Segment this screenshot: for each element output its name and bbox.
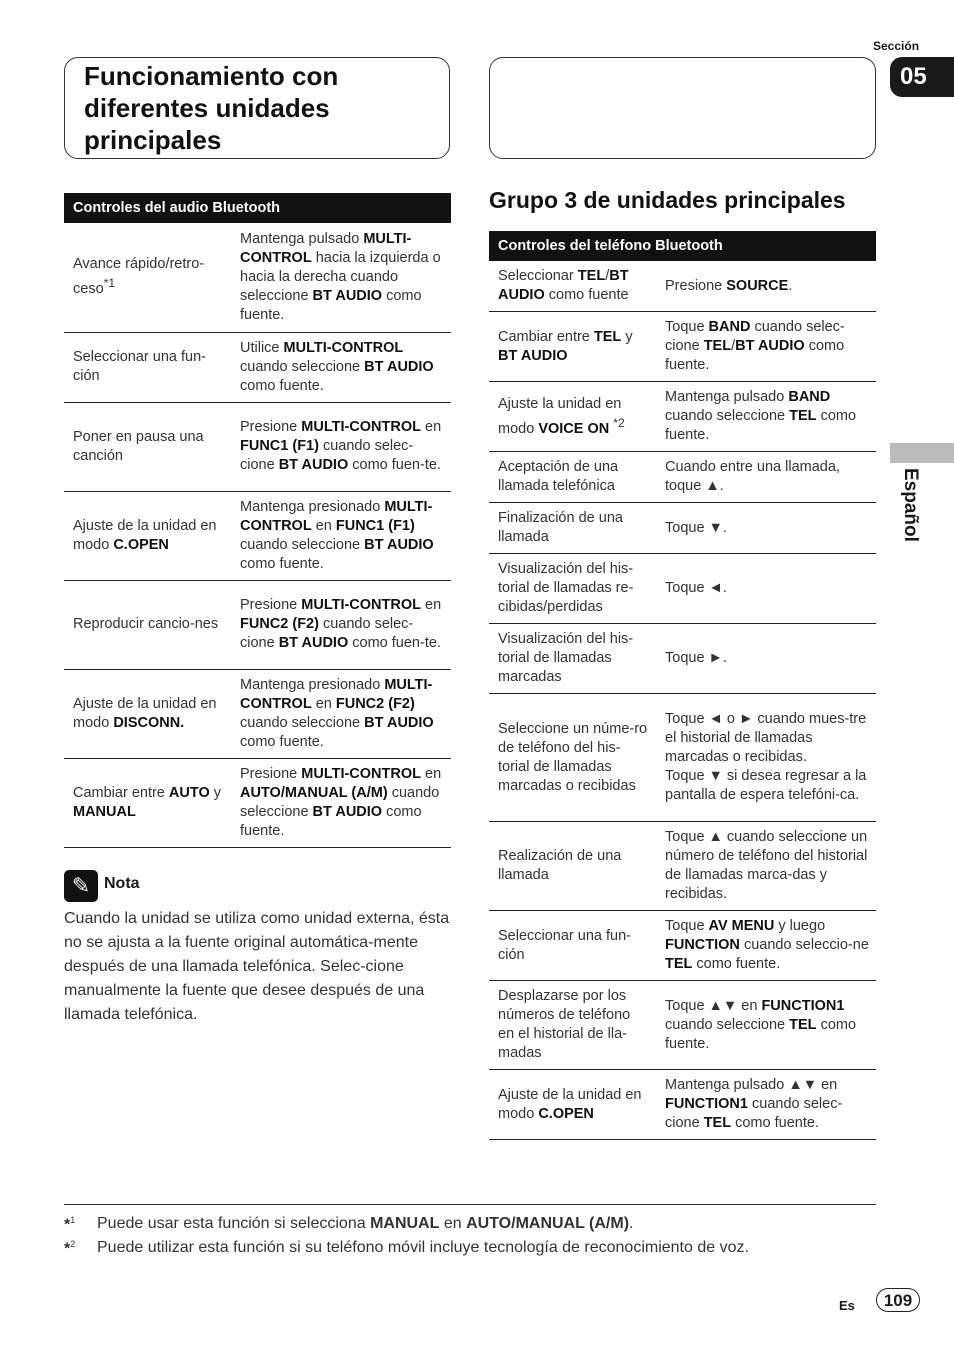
table-row [489,694,876,822]
row-action: Realización de una llamada [489,822,656,911]
note-title: Nota [104,875,140,892]
row-action: Ajuste de la unidad en modo C.OPEN [64,491,231,580]
table-row [489,911,876,981]
bluetooth-audio-controls-table [64,193,451,848]
row-instruction: Mantenga presionado MULTI-CONTROL en FUNC1 (F1) cuando seleccione BT AUDIO como fuente. [231,491,451,580]
row-action: Ajuste de la unidad en modo DISCONN. [64,669,231,758]
row-instruction: Toque AV MENU y luego FUNCTION cuando seleccio-ne TEL como fuente. [656,911,876,981]
table-heading: Controles del audio Bluetooth [64,193,451,223]
table-row [64,332,451,402]
table-heading: Controles del teléfono Bluetooth [489,231,876,261]
table-row [489,503,876,554]
page-number: 109 [876,1288,920,1312]
table-row [489,382,876,452]
row-instruction: Toque ►. [656,624,876,694]
row-instruction: Toque ◄ o ► cuando mues-tre el historial de llamadas marcadas o recibidas. Toque ▼ si desea regresar a la pantalla de espera telefóni-ca. [656,694,876,822]
row-instruction: Presione SOURCE. [656,261,876,312]
table-row [64,402,451,491]
row-instruction: Toque ▼. [656,503,876,554]
language-tab-marker [890,443,954,463]
section-label: Sección [873,39,920,53]
row-action: Reproducir cancio-nes [64,580,231,669]
footnote-text: Puede utilizar esta función si su teléfono móvil incluye tecnología de reconocimiento de voz. [97,1239,749,1256]
table-row [64,491,451,580]
row-instruction: Cuando entre una llamada, toque ▲. [656,452,876,503]
note-text: Cuando la unidad se utiliza como unidad externa, ésta no se ajusta a la fuente original automática-mente después de una llamada telefónica. Selec-cione manualmente la fuente que desee después de una llamada telefónica. [64,910,450,1023]
row-instruction: Utilice MULTI-CONTROL cuando seleccione BT AUDIO como fuente. [231,332,451,402]
row-instruction: Mantenga presionado MULTI-CONTROL en FUNC2 (F2) cuando seleccione BT AUDIO como fuente. [231,669,451,758]
empty-frame [489,57,876,159]
row-action: Aceptación de una llamada telefónica [489,452,656,503]
row-instruction: Toque BAND cuando selec-cione TEL/BT AUDIO como fuente. [656,312,876,382]
footnote-text: Puede usar esta función si selecciona MANUAL en AUTO/MANUAL (A/M). [97,1215,634,1232]
section-number-tab: 05 [890,57,954,97]
table-row [489,1070,876,1140]
row-action: Cambiar entre AUTO y MANUAL [64,758,231,847]
row-instruction: Toque ▲ cuando seleccione un número de teléfono del historial de llamadas marca-das y recibidas. [656,822,876,911]
table-row [489,554,876,624]
row-action: Seleccione un núme-ro de teléfono del his-torial de llamadas marcadas o recibidas [489,694,656,822]
language-tab-label: Español [900,468,921,542]
row-action: Ajuste la unidad en modo VOICE ON $^{*2}$ [489,382,656,452]
table-row [489,261,876,312]
footnote-mark: *$^1$ [64,1215,76,1234]
row-action: Visualización del his-torial de llamadas re-cibidas/perdidas [489,554,656,624]
table-row [489,312,876,382]
row-instruction: Mantenga pulsado ▲▼ en FUNCTION1 cuando selec-cione TEL como fuente. [656,1070,876,1140]
row-instruction: Mantenga pulsado BAND cuando seleccione TEL como fuente. [656,382,876,452]
row-instruction: Presione MULTI-CONTROL en FUNC2 (F2) cuando selec-cione BT AUDIO como fuen-te. [231,580,451,669]
row-instruction: Toque ▲▼ en FUNCTION1 cuando seleccione TEL como fuente. [656,981,876,1070]
row-instruction: Mantenga pulsado MULTI-CONTROL hacia la izquierda o hacia la derecha cuando seleccione BT AUDIO como fuente. [231,223,451,332]
bluetooth-phone-controls-table [489,231,876,1140]
note-pencil-icon: ✎ [64,870,98,902]
row-action: Finalización de una llamada [489,503,656,554]
footnote-mark: *$^2$ [64,1239,76,1258]
row-action: Seleccionar TEL/BT AUDIO como fuente [489,261,656,312]
row-instruction: Presione MULTI-CONTROL en AUTO/MANUAL (A/M) cuando seleccione BT AUDIO como fuente. [231,758,451,847]
table-row [489,624,876,694]
section-heading: Grupo 3 de unidades principales [489,187,846,213]
row-action: Visualización del his-torial de llamadas marcadas [489,624,656,694]
table-row [64,758,451,847]
row-action: Ajuste de la unidad en modo C.OPEN [489,1070,656,1140]
table-row [489,452,876,503]
row-action: Avance rápido/retro-ceso$^{*1}$ [64,223,231,332]
row-action: Seleccionar una fun-ción [64,332,231,402]
table-row [64,669,451,758]
row-action: Poner en pausa una canción [64,402,231,491]
footnote-2 [64,1239,876,1261]
page-title: Funcionamiento con diferentes unidades principales [84,61,339,155]
footnote-1 [64,1215,876,1237]
table-row [64,223,451,332]
row-action: Seleccionar una fun-ción [489,911,656,981]
row-instruction: Toque ◄. [656,554,876,624]
language-tab [893,468,923,558]
footnote-divider [64,1204,876,1205]
table-row [489,981,876,1070]
footer-language: Es [839,1298,855,1313]
row-action: Desplazarse por los números de teléfono en el historial de lla-madas [489,981,656,1070]
row-action: Cambiar entre TEL y BT AUDIO [489,312,656,382]
table-row [64,580,451,669]
row-instruction: Presione MULTI-CONTROL en FUNC1 (F1) cuando selec-cione BT AUDIO como fuen-te. [231,402,451,491]
table-row [489,822,876,911]
